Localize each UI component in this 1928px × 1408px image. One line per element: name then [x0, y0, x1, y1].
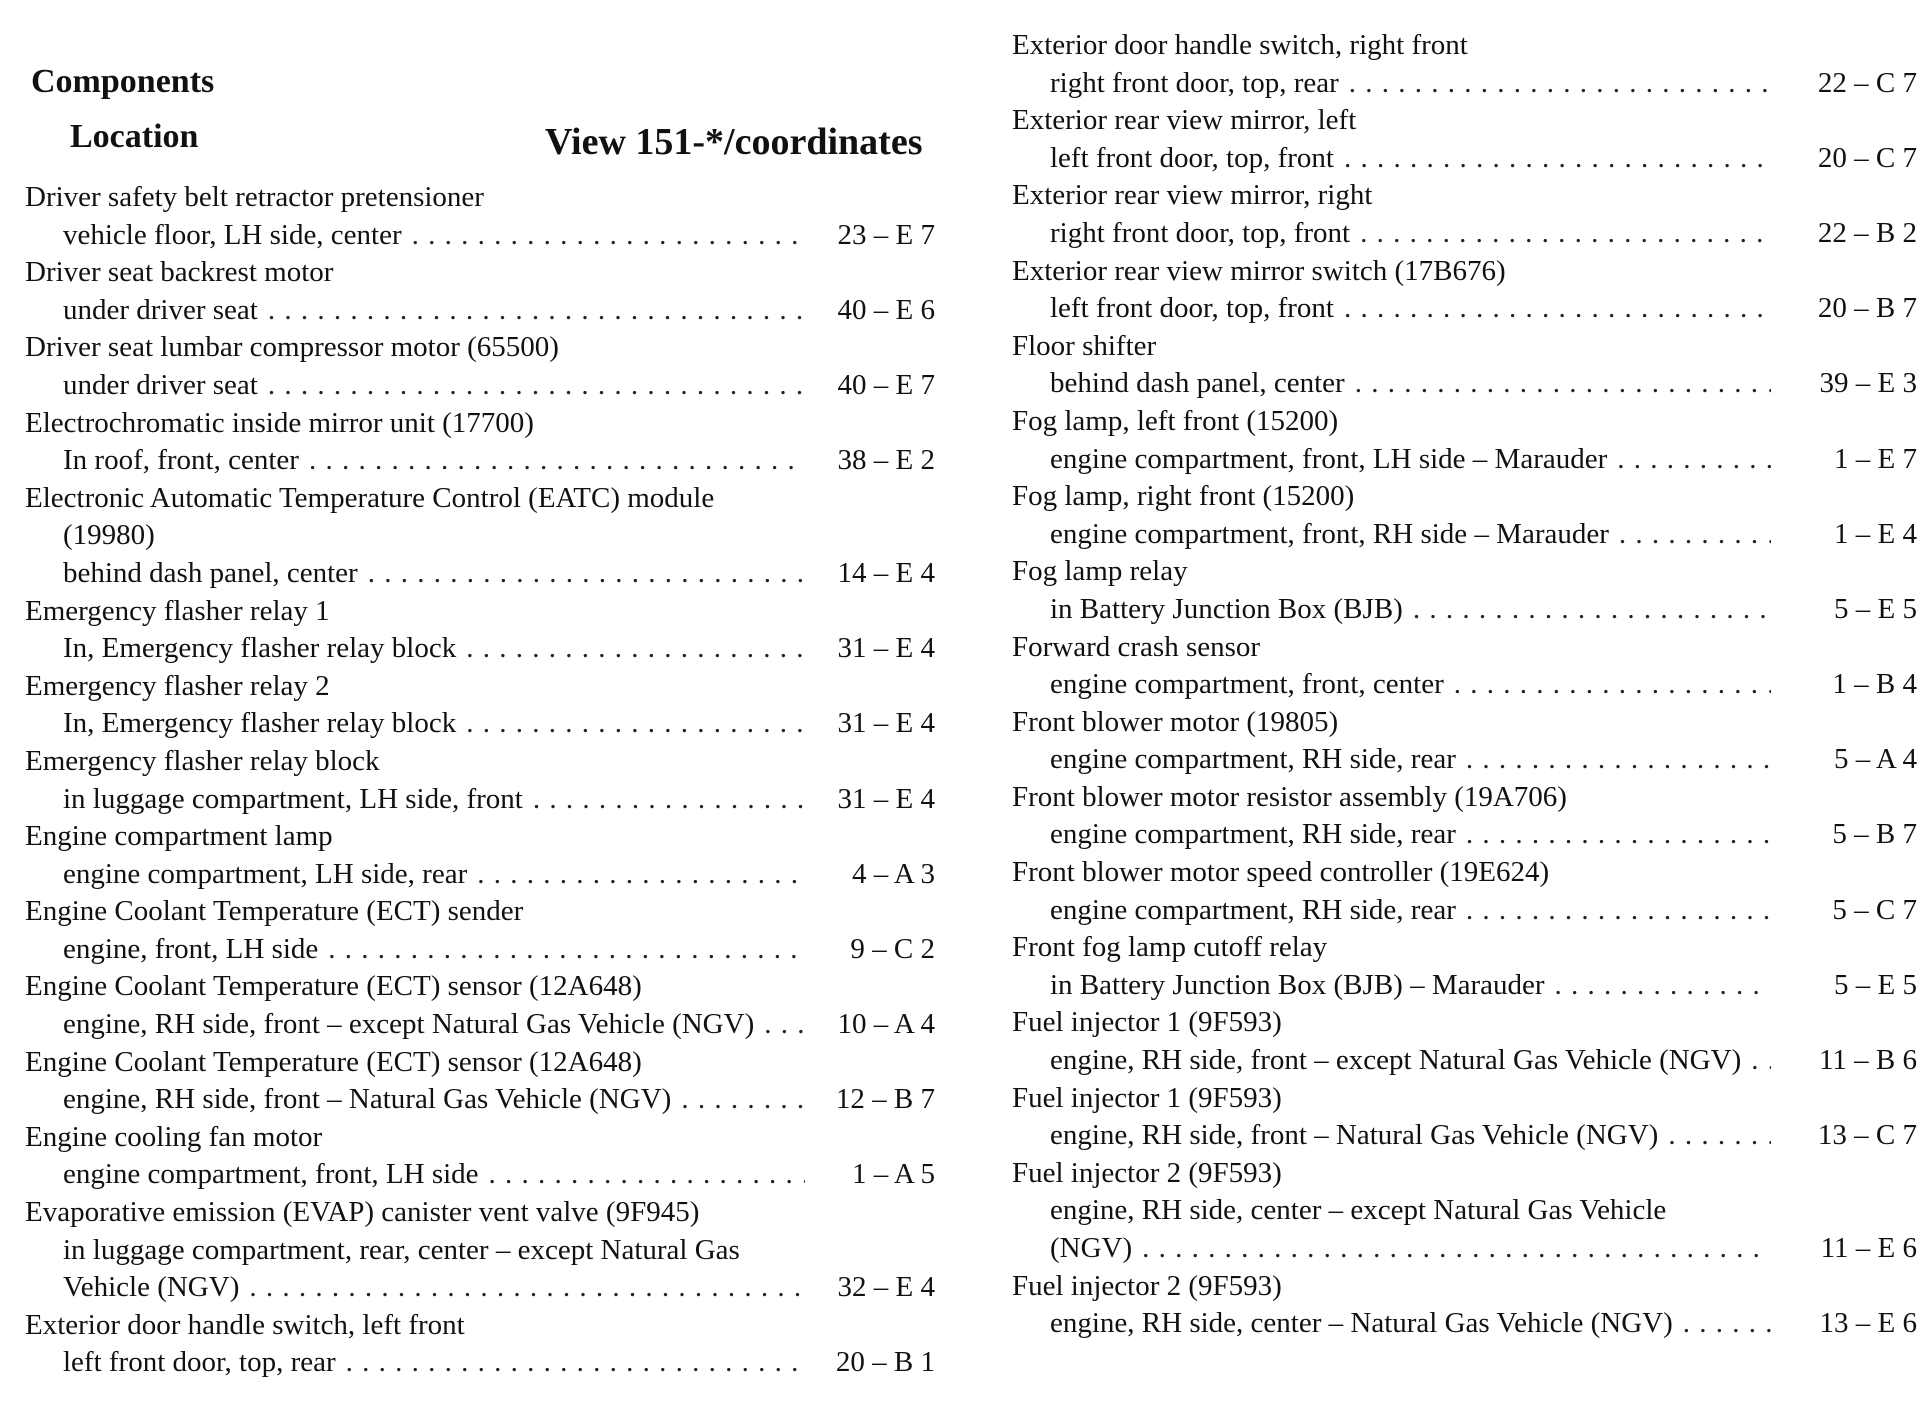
- component-entry: [1012, 929, 1917, 1004]
- view-coordinate: 32 – E 4: [837, 1271, 935, 1304]
- component-location: left front door, top, rear: [63, 1346, 336, 1379]
- view-coordinate: 1 – A 5: [852, 1158, 935, 1191]
- component-name: (19980): [63, 519, 155, 552]
- component-location-row: [1012, 215, 1917, 253]
- component-name: Driver safety belt retractor pretensioner: [25, 181, 484, 213]
- component-location-row: [25, 1006, 935, 1044]
- dot-leader: [1751, 1042, 1771, 1080]
- component-location-row: [1012, 591, 1917, 629]
- component-location-row: [25, 1344, 935, 1382]
- view-coordinate: 1 – B 4: [1832, 668, 1917, 701]
- component-location: under driver seat: [63, 293, 258, 326]
- component-location: in Battery Junction Box (BJB): [1050, 592, 1403, 625]
- component-name: Electrochromatic inside mirror unit (17700): [25, 406, 534, 439]
- dot-leader: [477, 856, 805, 894]
- dot-leader: [1349, 65, 1771, 103]
- component-location-row: [1012, 140, 1917, 178]
- component-entry: [1012, 177, 1917, 252]
- view-coordinate: 22 – B 2: [1817, 216, 1917, 249]
- component-entry: [25, 593, 935, 668]
- component-name: Forward crash sensor: [1012, 630, 1261, 663]
- component-name: Exterior rear view mirror, right: [1012, 179, 1373, 212]
- view-coordinate: 38 – E 2: [837, 444, 935, 477]
- component-name: Engine compartment lamp: [25, 820, 333, 853]
- dot-leader: [1466, 892, 1771, 930]
- view-coordinate: 39 – E 3: [1819, 367, 1917, 400]
- component-location-row: [25, 292, 935, 330]
- view-coordinate: 13 – C 7: [1817, 1119, 1917, 1152]
- component-name: Engine Coolant Temperature (ECT) sensor (12A648): [25, 1045, 642, 1078]
- component-name: Engine cooling fan motor: [25, 1120, 323, 1153]
- component-location: right front door, top, front: [1050, 216, 1351, 249]
- component-entry: [25, 668, 935, 743]
- component-location: engine, RH side, center – Natural Gas Vehicle (NGV): [1050, 1307, 1673, 1340]
- component-entry: [25, 968, 935, 1043]
- dot-leader: [412, 217, 805, 255]
- view-coordinate: 20 – B 7: [1817, 292, 1917, 325]
- component-location-row: [25, 442, 935, 480]
- component-name: Fog lamp, left front (15200): [1012, 404, 1339, 437]
- dot-leader: [328, 931, 805, 969]
- view-coordinate: 5 – B 7: [1832, 818, 1917, 851]
- component-name: Engine Coolant Temperature (ECT) sensor (12A648): [25, 970, 642, 1003]
- component-entry: [1012, 403, 1917, 478]
- component-location-row: [1012, 1230, 1917, 1268]
- component-name: Fuel injector 1 (9F593): [1012, 1081, 1282, 1114]
- component-entry: [1012, 1004, 1917, 1079]
- component-name: Fuel injector 2 (9F593): [1012, 1269, 1282, 1302]
- component-entry: [1012, 629, 1917, 704]
- component-name: Exterior door handle switch, right front: [1012, 29, 1468, 61]
- dot-leader: [681, 1081, 805, 1119]
- component-name: Front blower motor speed controller (19E624): [1012, 856, 1550, 889]
- component-location-row: [25, 1081, 935, 1119]
- component-location-row: [25, 781, 935, 819]
- component-entry: [1012, 253, 1917, 328]
- component-entry: [25, 254, 935, 329]
- component-name: Evaporative emission (EVAP) canister vent valve (9F945): [25, 1196, 700, 1229]
- component-entry: [25, 1307, 935, 1382]
- component-location-row: [1012, 741, 1917, 779]
- component-name: Engine Coolant Temperature (ECT) sender: [25, 895, 524, 928]
- component-location: engine compartment, front, center: [1050, 668, 1444, 701]
- component-location: engine compartment, front, LH side – Marauder: [1050, 442, 1608, 475]
- component-name: Front blower motor (19805): [1012, 705, 1339, 738]
- component-entry: [1012, 704, 1917, 779]
- component-name: Driver seat lumbar compressor motor (65500): [25, 331, 559, 364]
- dot-leader: [1619, 516, 1771, 554]
- component-location-row: [25, 931, 935, 969]
- component-location-row: [1012, 365, 1917, 403]
- component-location: engine, RH side, front – Natural Gas Vehicle (NGV): [63, 1083, 672, 1116]
- component-entry: [1012, 27, 1917, 102]
- component-location-row: [1012, 516, 1917, 554]
- dot-leader: [1344, 140, 1771, 178]
- component-location: engine, RH side, front – except Natural Gas Vehicle (NGV): [63, 1008, 755, 1041]
- component-entry: [25, 818, 935, 893]
- view-coordinate: 14 – E 4: [837, 556, 935, 589]
- component-entry: [1012, 854, 1917, 929]
- view-coordinates-column-header: View 151-*/coordinates: [545, 121, 923, 163]
- view-coordinate: 13 – E 6: [1819, 1307, 1917, 1340]
- dot-leader: [1355, 365, 1771, 403]
- component-location: engine compartment, front, LH side: [63, 1158, 479, 1191]
- component-location: in luggage compartment, LH side, front: [63, 782, 523, 815]
- component-entry: [1012, 1268, 1917, 1343]
- view-coordinate: 11 – E 6: [1820, 1232, 1917, 1264]
- component-list-right: [1012, 27, 1917, 1343]
- component-location: Vehicle (NGV): [63, 1271, 240, 1304]
- view-coordinate: 5 – A 4: [1834, 743, 1917, 776]
- dot-leader: [1413, 591, 1771, 629]
- component-location-row: [25, 217, 935, 255]
- dot-leader: [533, 781, 805, 819]
- dot-leader: [268, 367, 805, 405]
- component-entry: [1012, 1080, 1917, 1155]
- view-coordinate: 40 – E 6: [837, 293, 935, 326]
- component-name: Fog lamp relay: [1012, 555, 1188, 588]
- component-entry: [1012, 328, 1917, 403]
- component-entry: [1012, 102, 1917, 177]
- component-location: left front door, top, front: [1050, 292, 1334, 325]
- component-location: engine, RH side, front – except Natural Gas Vehicle (NGV): [1050, 1044, 1742, 1077]
- component-location: vehicle floor, LH side, center: [63, 218, 402, 251]
- view-coordinate: 20 – B 1: [835, 1346, 935, 1379]
- component-location-row: [25, 555, 935, 593]
- component-location-row: [1012, 290, 1917, 328]
- component-name: Emergency flasher relay 1: [25, 594, 330, 627]
- component-entry: [25, 1194, 935, 1307]
- component-location-row: [25, 1156, 935, 1194]
- component-location-row: [25, 1269, 935, 1307]
- component-entry: [1012, 779, 1917, 854]
- view-coordinate: 31 – E 4: [837, 782, 935, 815]
- section-title: Components: [31, 63, 215, 100]
- view-coordinate: 5 – E 5: [1834, 968, 1917, 1001]
- view-coordinate: 5 – E 5: [1834, 592, 1917, 625]
- component-location-row: [1012, 1305, 1917, 1343]
- component-location: left front door, top, front: [1050, 141, 1334, 174]
- dot-leader: [1360, 215, 1771, 253]
- component-location: In roof, front, center: [63, 444, 299, 477]
- component-location: under driver seat: [63, 368, 258, 401]
- component-location: engine compartment, LH side, rear: [63, 857, 468, 890]
- component-location: right front door, top, rear: [1050, 66, 1339, 99]
- component-entry: [25, 1044, 935, 1119]
- component-location: in Battery Junction Box (BJB) – Marauder: [1050, 968, 1545, 1001]
- component-location-row: [1012, 816, 1917, 854]
- component-entry: [25, 1119, 935, 1194]
- location-column-header: Location: [70, 118, 199, 155]
- component-location-row: [1012, 892, 1917, 930]
- component-location: engine, RH side, center – except Natural Gas Vehicle: [1050, 1194, 1667, 1227]
- component-entry: [25, 743, 935, 818]
- component-name: Front fog lamp cutoff relay: [1012, 931, 1328, 964]
- dot-leader: [1668, 1117, 1771, 1155]
- component-name: Exterior rear view mirror, left: [1012, 104, 1357, 137]
- component-location: In, Emergency flasher relay block: [63, 707, 457, 740]
- dot-leader: [268, 292, 805, 330]
- component-location: engine compartment, RH side, rear: [1050, 893, 1456, 926]
- component-location: behind dash panel, center: [63, 556, 358, 589]
- component-list-left: [25, 179, 935, 1382]
- component-location-row: [25, 705, 935, 743]
- dot-leader: [1683, 1305, 1771, 1343]
- component-entry: [1012, 478, 1917, 553]
- component-entry: [1012, 553, 1917, 628]
- component-name: Exterior rear view mirror switch (17B676): [1012, 254, 1506, 287]
- view-coordinate: 9 – C 2: [850, 932, 935, 965]
- component-name: Floor shifter: [1012, 329, 1157, 362]
- view-coordinate: 22 – C 7: [1817, 66, 1917, 99]
- component-location: engine, front, LH side: [63, 932, 319, 965]
- component-location-row: [1012, 441, 1917, 479]
- view-coordinate: 11 – B 6: [1818, 1044, 1917, 1077]
- dot-leader: [764, 1006, 805, 1044]
- view-coordinate: 31 – E 4: [837, 707, 935, 740]
- component-location: In, Emergency flasher relay block: [63, 632, 457, 665]
- view-coordinate: 4 – A 3: [852, 857, 935, 890]
- view-coordinate: 20 – C 7: [1817, 141, 1917, 174]
- dot-leader: [346, 1344, 805, 1382]
- component-location-row: [25, 856, 935, 894]
- component-entry: [25, 893, 935, 968]
- component-location: engine compartment, RH side, rear: [1050, 743, 1456, 776]
- component-location-row: [25, 630, 935, 668]
- component-name: Fog lamp, right front (15200): [1012, 480, 1355, 513]
- component-location: behind dash panel, center: [1050, 367, 1345, 400]
- dot-leader: [368, 555, 805, 593]
- dot-leader: [489, 1156, 805, 1194]
- component-name: Fuel injector 1 (9F593): [1012, 1006, 1282, 1039]
- dot-leader: [309, 442, 805, 480]
- view-coordinate: 40 – E 7: [837, 368, 935, 401]
- component-location: engine, RH side, front – Natural Gas Vehicle (NGV): [1050, 1119, 1659, 1152]
- component-location: engine compartment, RH side, rear: [1050, 818, 1456, 851]
- component-location: (NGV): [1050, 1232, 1133, 1264]
- dot-leader: [1466, 741, 1771, 779]
- view-coordinate: 12 – B 7: [835, 1083, 935, 1116]
- component-name: Emergency flasher relay 2: [25, 669, 330, 702]
- dot-leader: [249, 1269, 805, 1307]
- component-location-row: [1012, 967, 1917, 1005]
- component-location-row: [1012, 65, 1917, 103]
- dot-leader: [1617, 441, 1771, 479]
- component-location-row: [25, 367, 935, 405]
- dot-leader: [466, 630, 805, 668]
- component-entry: [25, 179, 935, 254]
- component-entry: [25, 405, 935, 480]
- view-coordinate: 23 – E 7: [837, 218, 935, 251]
- component-entry: [25, 480, 935, 593]
- component-name: Fuel injector 2 (9F593): [1012, 1156, 1282, 1189]
- component-name: Exterior door handle switch, left front: [25, 1308, 465, 1341]
- view-coordinate: 31 – E 4: [837, 632, 935, 665]
- dot-leader: [1142, 1230, 1771, 1268]
- component-location: in luggage compartment, rear, center – except Natural Gas: [63, 1233, 740, 1266]
- component-location-row: [1012, 1042, 1917, 1080]
- component-name: Front blower motor resistor assembly (19A706): [1012, 780, 1567, 813]
- component-name: Driver seat backrest motor: [25, 256, 334, 289]
- dot-leader: [1466, 816, 1771, 854]
- view-coordinate: 5 – C 7: [1832, 893, 1917, 926]
- view-coordinate: 10 – A 4: [837, 1008, 935, 1041]
- dot-leader: [1555, 967, 1771, 1005]
- view-coordinate: 1 – E 7: [1834, 442, 1917, 475]
- component-location-row: [1012, 666, 1917, 704]
- component-entry: [1012, 1155, 1917, 1268]
- dot-leader: [466, 705, 805, 743]
- dot-leader: [1454, 666, 1771, 704]
- view-coordinate: 1 – E 4: [1834, 517, 1917, 550]
- component-location-row: [1012, 1117, 1917, 1155]
- component-location: engine compartment, front, RH side – Marauder: [1050, 517, 1609, 550]
- component-name: Emergency flasher relay block: [25, 744, 380, 777]
- component-entry: [25, 329, 935, 404]
- dot-leader: [1344, 290, 1771, 328]
- component-name: Electronic Automatic Temperature Control (EATC) module: [25, 481, 715, 514]
